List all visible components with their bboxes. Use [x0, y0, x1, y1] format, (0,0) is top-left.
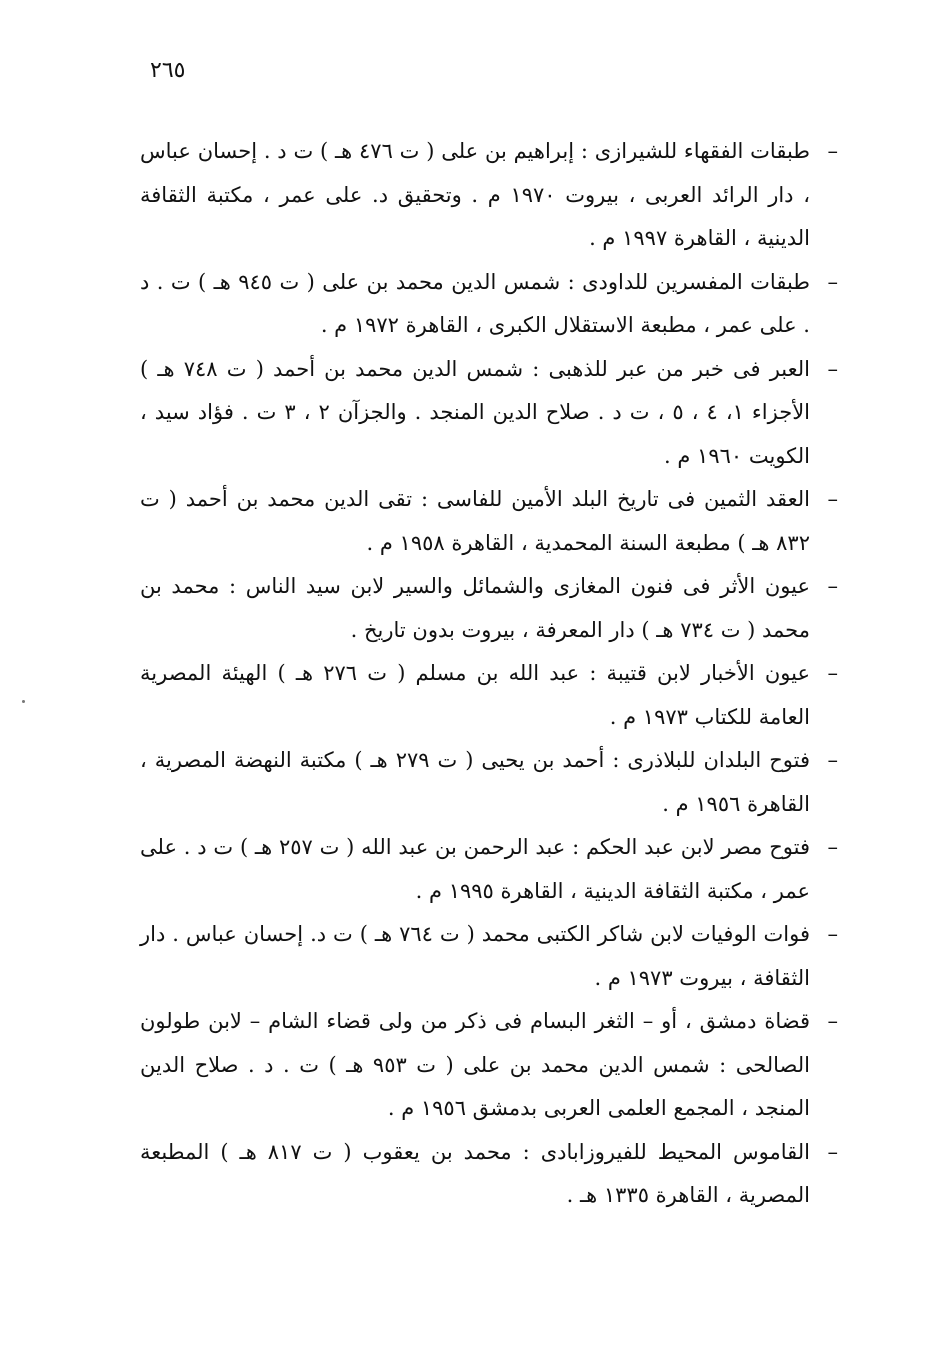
bibliography-entry: [140, 739, 840, 826]
entry-text: فوات الوفيات لابن شاكر الكتبى محمد ( ت ٧٦٤ هـ ) ت د. إحسان عباس . دار الثقافة ، بيروت ١٩٧٣ م .: [140, 922, 810, 990]
entry-dash: –: [827, 269, 838, 294]
entry-text: طبقات المفسرين للداودى : شمس الدين محمد بن على ( ت ٩٤٥ هـ ) ت . د . على عمر ، مطبعة الاستقلال الكبرى ، القاهرة ١٩٧٢ م .: [140, 269, 810, 337]
bibliography-entry: [140, 652, 840, 739]
entry-dash: –: [827, 835, 838, 859]
entry-text: القاموس المحيط للفيروزابادى : محمد بن يعقوب ( ت ٨١٧ هـ ) المطبعة المصرية ، القاهرة ١٣٣٥ هـ .: [140, 1139, 810, 1207]
entry-dash: –: [827, 661, 838, 685]
entry-text: عيون الأخبار لابن قتيبة : عبد الله بن مسلم ( ت ٢٧٦ هـ ) الهيئة المصرية العامة للكتاب ١٩٧٣ م .: [140, 661, 810, 729]
bibliography-entry: [140, 130, 840, 261]
entry-text: العقد الثمين فى تاريخ البلد الأمين للفاسى : تقى الدين محمد بن أحمد ( ت ٨٣٢ هـ ) مطبعة السنة المحمدية ، القاهرة ١٩٥٨ م .: [140, 487, 810, 555]
entry-text: عيون الأثر فى فنون المغازى والشمائل والسير لابن سيد الناس : محمد بن محمد ( ت ٧٣٤ هـ ) دار المعرفة ، بيروت بدون تاريخ .: [140, 574, 810, 642]
bibliography-entry: [140, 1000, 840, 1131]
entry-dash: –: [827, 487, 838, 511]
bibliography-entry: [140, 565, 840, 652]
scan-speck: [22, 700, 25, 703]
entry-text: قضاة دمشق ، أو – الثغر البسام فى ذكر من ولى قضاء الشام – لابن طولون الصالحى : شمس الدين محمد بن على ( ت ٩٥٣ هـ ) ت . د . صلاح الدين المنجد ، المجمع العلمى العربى بدمشق ١٩٥٦ م .: [140, 1009, 810, 1120]
bibliography-entry: [140, 261, 840, 348]
entry-text: طبقات الفقهاء للشيرازى : إبراهيم بن على ( ت ٤٧٦ هـ ) ت د . إحسان عباس ، دار الرائد العربى ، بيروت ١٩٧٠ م . وتحقيق د. على عمر ، مكتبة الثقافة الدينية ، القاهرة ١٩٩٧ م .: [140, 139, 810, 250]
entry-dash: –: [827, 748, 838, 772]
entry-dash: –: [827, 574, 838, 598]
entry-dash: –: [827, 1009, 838, 1033]
bibliography-entry: [140, 348, 840, 479]
page-number: ٢٦٥: [150, 58, 186, 83]
bibliography-entry: [140, 913, 840, 1000]
bibliography-entry: [140, 478, 840, 565]
entry-dash: –: [827, 922, 838, 946]
entry-text: العبر فى خبر من عبر للذهبى : شمس الدين محمد بن أحمد ( ت ٧٤٨ هـ ) الأجزاء ١، ٤ ، ٥ ، ت د . صلاح الدين المنجد . والجزآن ٢ ، ٣ ت . فؤاد سيد ، الكويت ١٩٦٠ م .: [140, 356, 811, 468]
entry-dash: –: [827, 139, 838, 163]
entry-text: فتوح البلدان للبلاذرى : أحمد بن يحيى ( ت ٢٧٩ هـ ) مكتبة النهضة المصرية ، القاهرة ١٩٥٦ م .: [140, 748, 810, 816]
entry-dash: –: [827, 356, 838, 381]
entry-dash: –: [827, 1139, 838, 1164]
bibliography-entry: [140, 1131, 840, 1218]
entry-text: فتوح مصر لابن عبد الحكم : عبد الرحمن بن عبد الله ( ت ٢٥٧ هـ ) ت د . على عمر ، مكتبة الثقافة الدينية ، القاهرة ١٩٩٥ م .: [140, 835, 810, 903]
bibliography-entry: [140, 826, 840, 913]
bibliography-list: [140, 130, 840, 1218]
